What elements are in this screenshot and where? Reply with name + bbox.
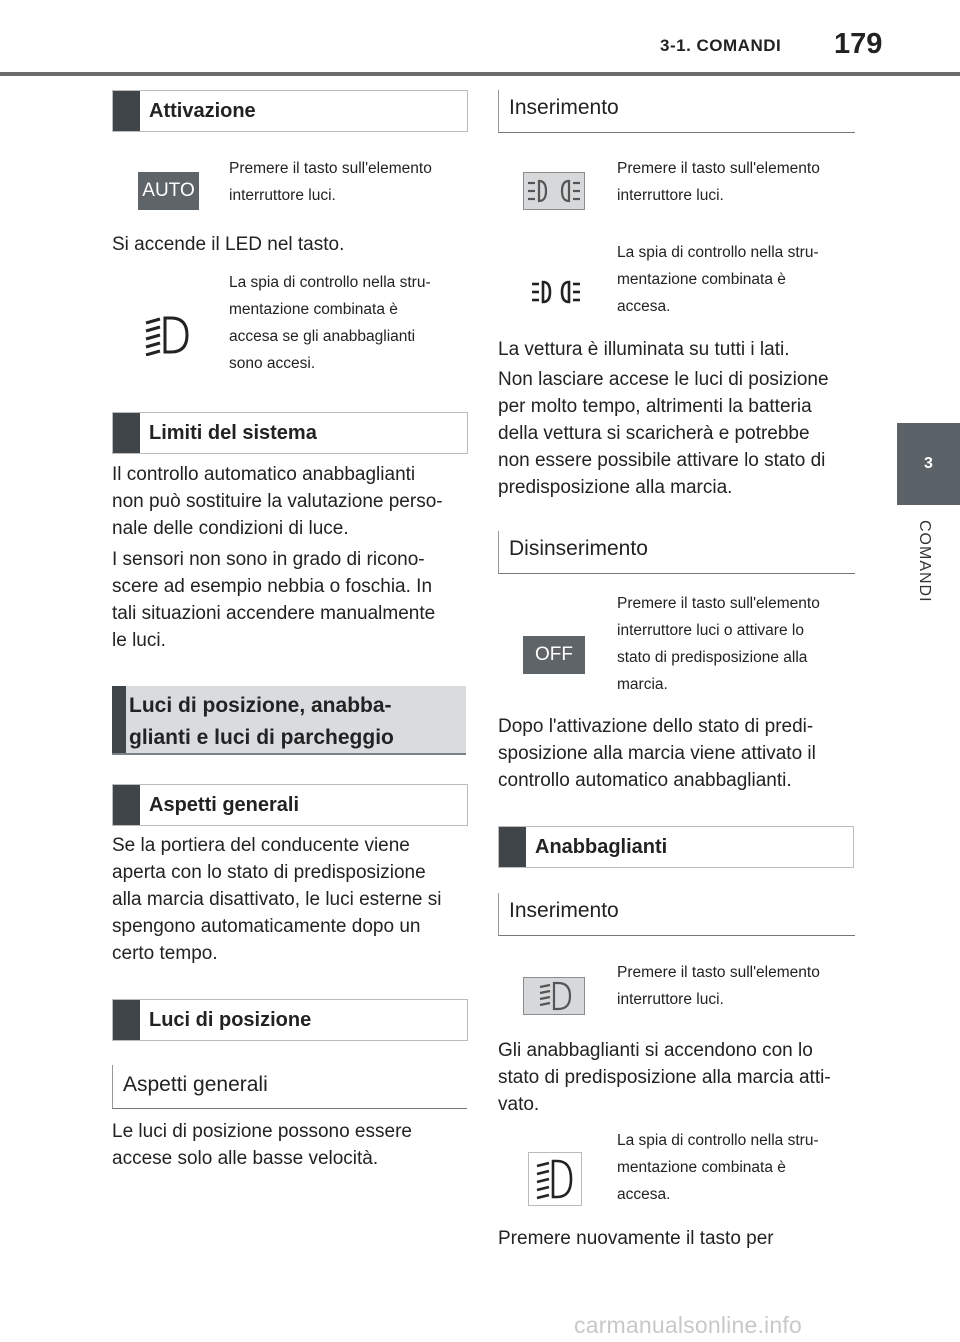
low-beam-indicator-icon (143, 314, 193, 356)
heading-text: Limiti del sistema (149, 422, 317, 444)
header-rule (0, 72, 960, 76)
led-text: Si accende il LED nel tasto. (112, 234, 345, 255)
subheading-inserimento (498, 90, 855, 133)
heading-text: Luci di posizione (149, 1009, 312, 1031)
heading-bar (113, 91, 140, 131)
limiti-paragraph-2: I sensori non sono in grado di ricono- scere ad esempio nebbia o foschia. In tali situazioni accendere manualmente le luci. (112, 549, 436, 651)
inserimento-paragraph-1: La vettura è illuminata su tutti i lati. (498, 339, 790, 360)
subheading-text: Disinserimento (509, 537, 648, 560)
low-beam-indicator-text-2: La spia di controllo nella stru- mentazione combinata è accesa. (617, 1132, 819, 1203)
heading-bar (113, 1000, 140, 1040)
section-title: 3-1. COMANDI (660, 36, 782, 55)
heading-text: Anabbaglianti (535, 836, 668, 858)
heading-bar (113, 785, 140, 825)
subheading-aspetti-generali (112, 1065, 467, 1109)
subheading-inserimento-anabbaglianti (498, 893, 855, 936)
heading-text: Luci di posizione, anabba- glianti e luci di parcheggio (129, 694, 394, 749)
parking-light-indicator-text: La spia di controllo nella stru- mentazione combinata è accesa. (617, 244, 819, 315)
subheading-text: Inserimento (509, 899, 619, 922)
subheading-text: Inserimento (509, 96, 619, 119)
disinserimento-paragraph: Dopo l'attivazione dello stato di predi- sposizione alla marcia viene attivato il controllo automatico anabbaglianti. (498, 716, 816, 791)
subheading-text: Aspetti generali (123, 1073, 268, 1096)
aspetti-paragraph: Se la portiera del conducente viene aperta con lo stato di predisposizione alla marcia disattivato, le luci esterne si spengono automaticamente dopo un certo tempo. (112, 835, 442, 964)
heading-bar (112, 686, 126, 753)
heading-luci-posizione (112, 999, 468, 1041)
footer-watermark[interactable]: carmanualsonline.info (574, 1312, 802, 1338)
auto-instruction: Premere il tasto sull'elemento interruttore luci. (229, 160, 432, 204)
auto-button-icon: AUTO (138, 172, 199, 210)
limiti-paragraph-1: Il controllo automatico anabbaglianti non può sostituire la valutazione perso- nale delle condizioni di luce. (112, 464, 443, 539)
low-beam-indicator-icon-2 (528, 1152, 582, 1206)
parking-light-indicator-icon (530, 278, 582, 306)
heading-bar (113, 413, 140, 453)
heading-limiti (112, 412, 468, 454)
page-number: 179 (834, 28, 883, 60)
heading-anabbaglianti (498, 826, 854, 868)
luci-posizione-paragraph: Le luci di posizione possono essere accese solo alle basse velocità. (112, 1121, 412, 1169)
off-button-icon: OFF (523, 636, 585, 674)
heading-attivazione (112, 90, 468, 132)
heading-text: Attivazione (149, 100, 256, 122)
low-beam-indicator-text: La spia di controllo nella stru- mentazione combinata è accesa se gli anabbaglianti sono accesi. (229, 274, 431, 372)
subheading-disinserimento (498, 531, 855, 574)
inserimento-paragraph-2: Non lasciare accese le luci di posizione per molto tempo, altrimenti la batteria della vettura si scaricherà e potrebbe non essere possibile attivare lo stato di predisposizione alla marcia. (498, 369, 829, 498)
parking-light-instruction: Premere il tasto sull'elemento interruttore luci. (617, 160, 820, 204)
heading-text: Aspetti generali (149, 794, 300, 816)
heading-bar (499, 827, 526, 867)
heading-aspetti-generali (112, 784, 468, 826)
anabbaglianti-paragraph: Gli anabbaglianti si accendono con lo stato di predisposizione alla marcia atti- vato. (498, 1040, 831, 1115)
anabbaglianti-last-line: Premere nuovamente il tasto per (498, 1228, 774, 1249)
low-beam-button-icon (523, 977, 585, 1015)
parking-light-button-icon (523, 172, 585, 210)
low-beam-instruction: Premere il tasto sull'elemento interruttore luci. (617, 964, 820, 1008)
chapter-tab[interactable]: 3 (897, 423, 960, 505)
chapter-label: COMANDI (916, 520, 933, 603)
off-instruction: Premere il tasto sull'elemento interruttore luci o attivare lo stato di predisposizione alla marcia. (617, 595, 820, 693)
chapter-heading-luci (112, 686, 466, 755)
